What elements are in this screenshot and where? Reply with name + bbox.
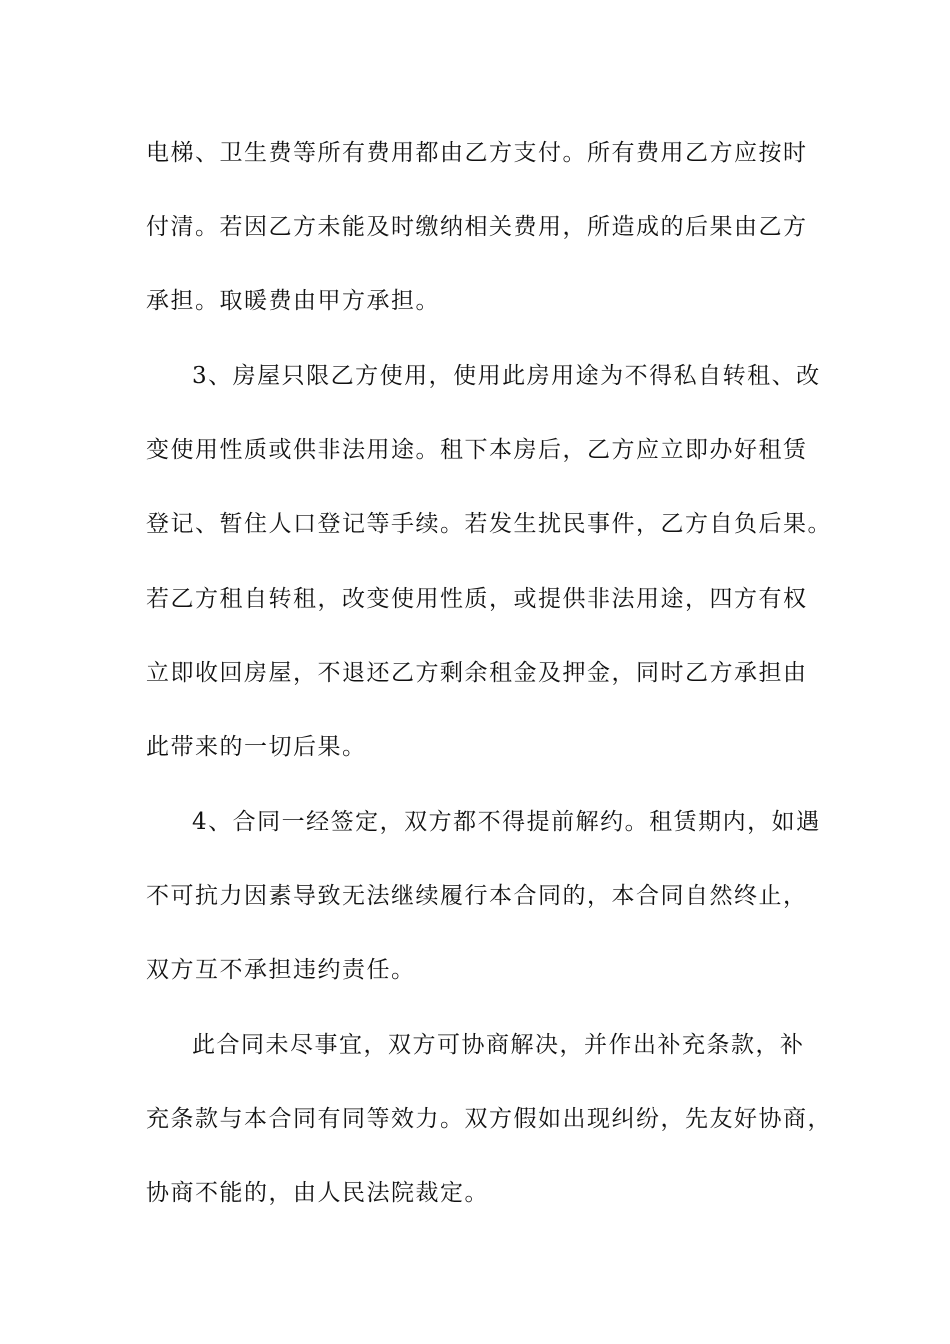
text-line: 电梯、卫生费等所有费用都由乙方支付。所有费用乙方应按时 [146, 140, 808, 166]
text-line: 双方互不承担违约责任。 [146, 957, 416, 983]
text-line: 登记、暂住人口登记等手续。若发生扰民事件，乙方自负后果。 [146, 511, 832, 537]
text-line: 承担。取暖费由甲方承担。 [146, 288, 440, 314]
text-line: 立即收回房屋，不退还乙方剩余租金及押金，同时乙方承担由 [146, 660, 808, 686]
text-line: 不可抗力因素导致无法继续履行本合同的，本合同自然终止， [146, 883, 808, 909]
paragraph-3-start: 3、房屋只限乙方使用，使用此房用途为不得私自转租、改 [192, 363, 821, 389]
text-line: 协商不能的，由人民法院裁定。 [146, 1180, 489, 1206]
closing-paragraph-start: 此合同未尽事宜，双方可协商解决，并作出补充条款，补 [192, 1032, 805, 1058]
text-line: 变使用性质或供非法用途。租下本房后，乙方应立即办好租赁 [146, 437, 808, 463]
text-line: 充条款与本合同有同等效力。双方假如出现纠纷，先友好协商， [146, 1106, 832, 1132]
text-line: 此带来的一切后果。 [146, 734, 367, 760]
text-line: 若乙方租自转租，改变使用性质，或提供非法用途，四方有权 [146, 586, 808, 612]
paragraph-4-start: 4、合同一经签定，双方都不得提前解约。租赁期内，如遇 [192, 809, 821, 835]
text-line: 付清。若因乙方未能及时缴纳相关费用，所造成的后果由乙方 [146, 214, 808, 240]
